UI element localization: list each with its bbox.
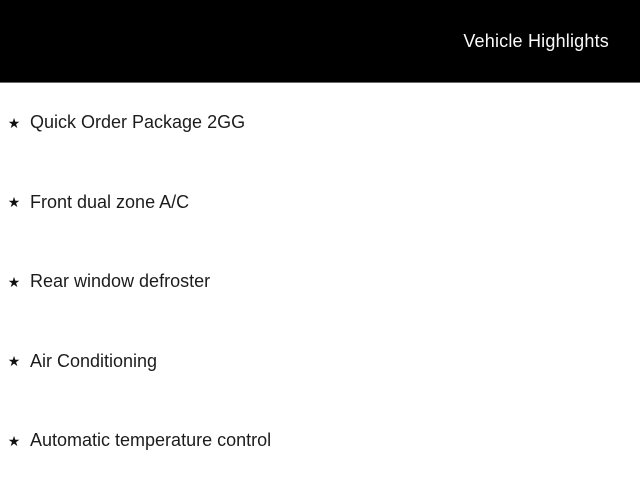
vehicle-highlights-header: [0, 0, 640, 83]
star-icon: ★: [7, 432, 21, 449]
highlight-label: Quick Order Package 2GG: [30, 112, 246, 133]
list-item: [0, 401, 640, 481]
list-item: [0, 163, 640, 243]
list-item: [0, 242, 640, 322]
highlight-label: Rear window defroster: [30, 271, 211, 292]
star-icon: ★: [7, 114, 21, 131]
star-icon: ★: [7, 273, 21, 290]
page-title: Vehicle Highlights: [463, 30, 609, 51]
star-icon: ★: [7, 353, 21, 370]
highlight-label: Front dual zone A/C: [30, 191, 190, 212]
list-item: [0, 83, 640, 163]
highlights-list: [0, 83, 640, 481]
list-item: [0, 322, 640, 402]
star-icon: ★: [7, 194, 21, 211]
highlight-label: Automatic temperature control: [30, 430, 272, 451]
highlight-label: Air Conditioning: [30, 350, 158, 371]
